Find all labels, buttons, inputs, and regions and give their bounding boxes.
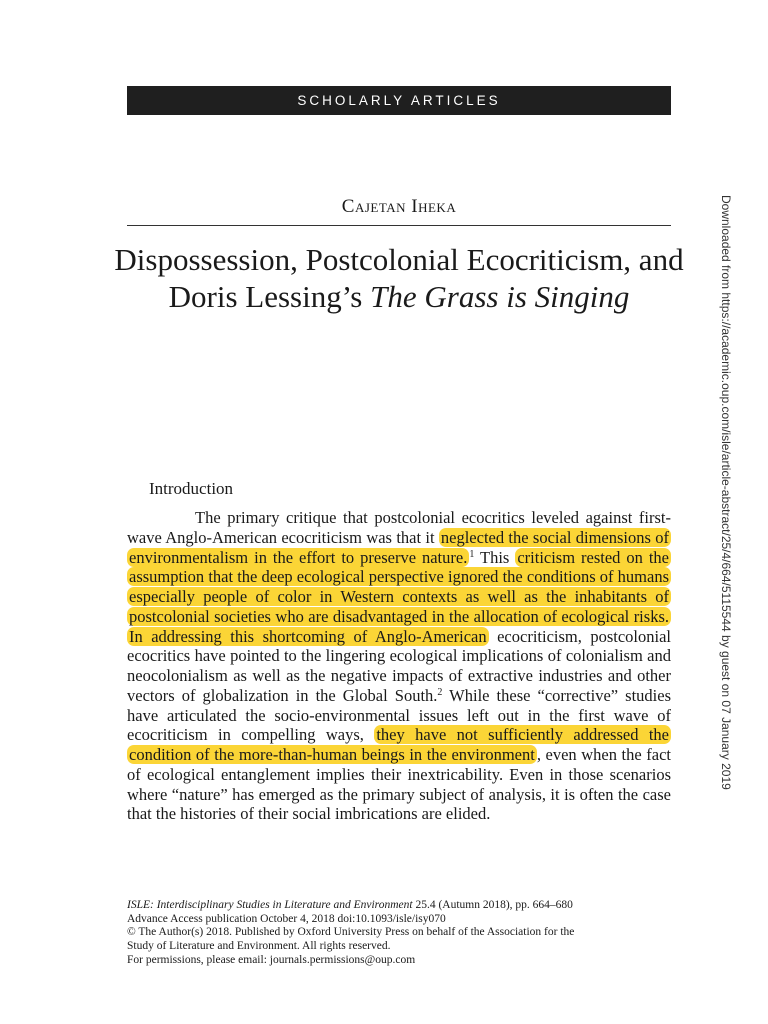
journal-name: ISLE: Interdisciplinary Studies in Literature and Environment <box>127 899 413 911</box>
section-banner <box>127 86 671 115</box>
section-label: SCHOLARLY ARTICLES <box>297 93 501 108</box>
highlight[interactable]: criticism rested on the assumption that the deep ecological perspective ignored the conditions of humans especially people of color in Western contexts as well as the inhabitants of postcolonial societies who are disadvantaged in the allocation of ecological risks. In addressing this shortcoming of Anglo-American <box>129 547 670 646</box>
permissions-line: For permissions, please email: journals.permissions@oup.com <box>127 953 416 966</box>
page-footer <box>127 899 687 968</box>
highlight[interactable]: they have not sufficiently addressed the condition of the more-than-human beings in the environment <box>129 725 670 764</box>
footnote-ref[interactable]: 2 <box>437 686 443 698</box>
body-sentence: The primary critique that postcolonial ecocritics leveled against first-wave Anglo-American ecocriticism was that it <box>127 508 671 547</box>
title-main: Dispossession, Postcolonial Ecocriticism, and Doris Lessing’s <box>114 242 684 314</box>
body-text <box>127 508 671 824</box>
section-heading: Introduction <box>149 479 234 498</box>
author-name: Cajetan Iheka <box>341 196 457 217</box>
body-sentence: This <box>474 547 510 567</box>
body-sentence: , even when the fact of ecological entanglement implies their inextricability. Even in those scenarios where “nature” has emerged as the primary subject of analysis, it is often the case that the histories of their social imbrications are elided. <box>127 745 671 824</box>
body-sentence: While these “corrective” studies have articulated the socio-environmental issues left out in the first wave of ecocriticism in compelling ways, <box>127 685 671 745</box>
copyright-line: Study of Literature and Environment. All rights reserved. <box>127 940 391 953</box>
body-sentence: ecocriticism, postcolonial ecocritics have pointed to the lingering ecological implications of colonialism and neocolonialism as well as the negative impacts of extractive industries and other vectors of globalization in the Global South. <box>127 626 671 705</box>
author-divider <box>127 225 671 226</box>
footnote-ref[interactable]: 1 <box>469 548 475 560</box>
body-paragraph <box>127 508 671 824</box>
citation-line <box>127 899 687 913</box>
journal-issue: 25.4 (Autumn 2018), pp. 664–680 <box>412 899 573 911</box>
download-text: Downloaded from https://academic.oup.com/isle/article-abstract/25/4/664/5115544 by guest on 07 January 2019 <box>719 195 733 790</box>
copyright-line: © The Author(s) 2018. Published by Oxford University Press on behalf of the Association for the <box>127 926 575 939</box>
access-line: Advance Access publication October 4, 2018 doi:10.1093/isle/isy070 <box>127 912 446 925</box>
article-title <box>112 241 686 315</box>
title-italic: The Grass is Singing <box>370 279 630 314</box>
highlight[interactable]: neglected the social dimensions of environmentalism in the effort to preserve nature. <box>129 527 669 567</box>
